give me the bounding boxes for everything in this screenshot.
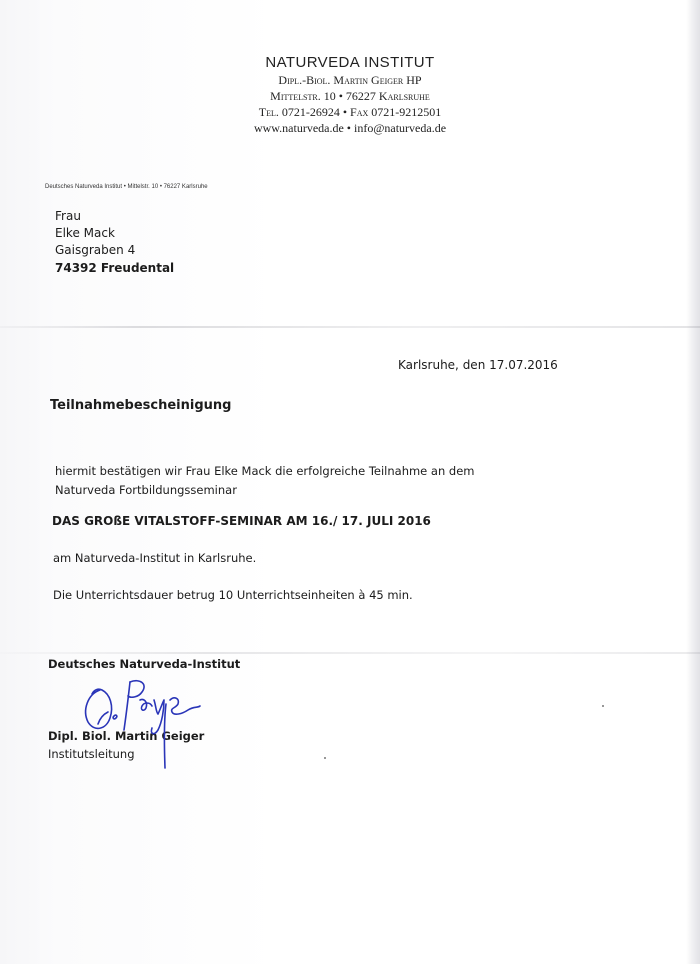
recipient-name: Elke Mack	[55, 226, 115, 240]
letterhead	[200, 54, 500, 136]
paper-fold-line-lower	[0, 652, 700, 654]
signer-name: Dipl. Biol. Martin Geiger	[48, 729, 205, 743]
recipient-street: Gaisgraben 4	[55, 243, 136, 257]
handwritten-signature	[70, 660, 230, 780]
closing-organization: Deutsches Naturveda-Institut	[48, 657, 241, 671]
institute-name: NATURVEDA INSTITUT	[265, 54, 435, 71]
paper-speck	[602, 705, 604, 707]
paper-edge-shadow	[686, 0, 700, 964]
body-paragraph	[55, 462, 474, 500]
phone-fax-line: Tel. 0721-26924 • Fax 0721-9212501	[258, 105, 442, 119]
date-line: Karlsruhe, den 17.07.2016	[398, 358, 558, 372]
paper-speck	[324, 757, 326, 759]
sender-return-line: Deutsches Naturveda Institut • Mittelstr. 10 • 76227 Karlsruhe	[45, 184, 208, 190]
subject-heading: Teilnahmebescheinigung	[50, 398, 232, 413]
recipient-address	[55, 208, 135, 259]
location-line: am Naturveda-Institut in Karlsruhe.	[53, 551, 257, 565]
web-email-line: www.naturveda.de • info@naturveda.de	[253, 121, 447, 135]
signer-role: Institutsleitung	[48, 747, 135, 761]
paper-fold-line	[0, 326, 700, 328]
seminar-title: DAS GROßE VITALSTOFF-SEMINAR AM 16./ 17. JULI 2016	[52, 514, 431, 528]
owner-line: Dipl.-Biol. Martin Geiger HP	[278, 73, 422, 87]
address-line: Mittelstr. 10 • 76227 Karlsruhe	[270, 89, 430, 103]
recipient-city: 74392 Freudental	[55, 261, 175, 275]
body-line-1: hiermit bestätigen wir Frau Elke Mack die erfolgreiche Teilnahme an dem	[55, 464, 475, 478]
recipient-salutation: Frau	[55, 209, 81, 223]
body-line-2: Naturveda Fortbildungsseminar	[55, 483, 237, 497]
duration-line: Die Unterrichtsdauer betrug 10 Unterrichtseinheiten à 45 min.	[53, 588, 413, 602]
